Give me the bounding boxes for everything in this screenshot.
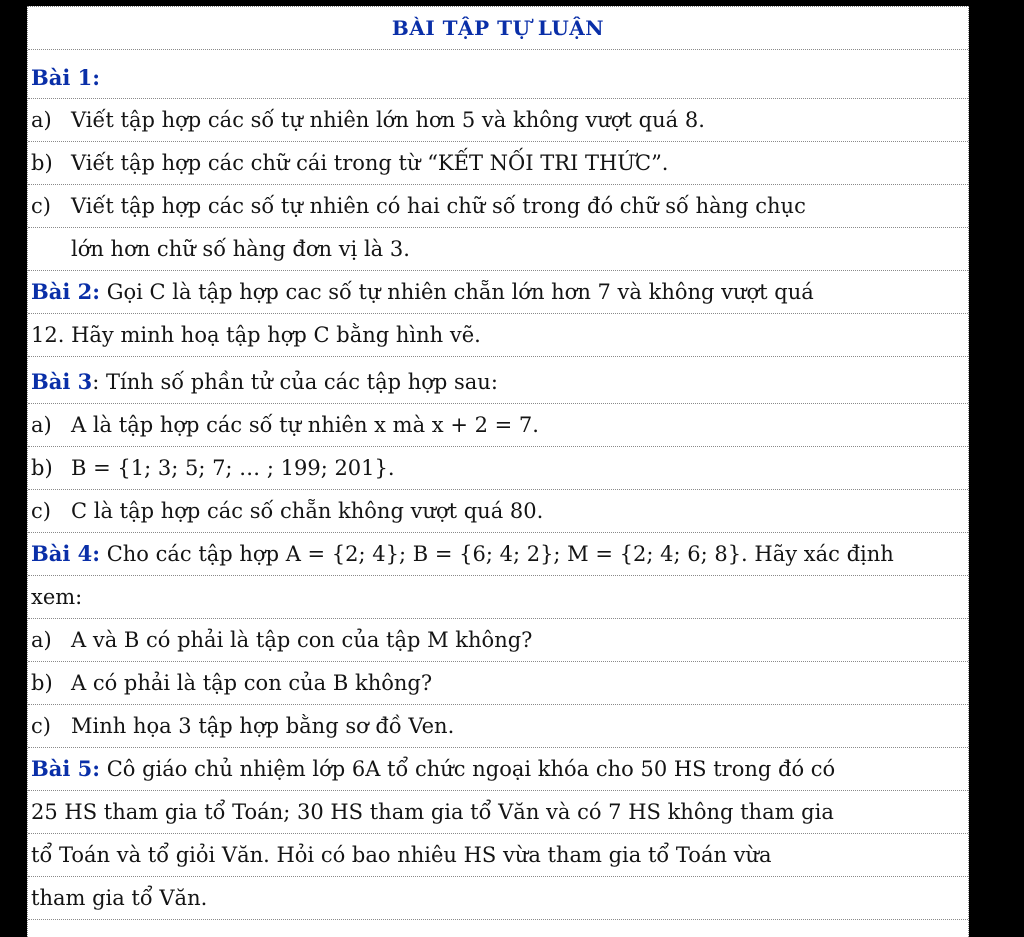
exercise-1c-text: Viết tập hợp các số tự nhiên có hai chữ số trong đó chữ số hàng chục bbox=[71, 193, 806, 218]
exercise-1a bbox=[28, 99, 968, 142]
document-title bbox=[28, 7, 968, 50]
document-page bbox=[27, 6, 969, 937]
exercise-2-text-1: Gọi C là tập hợp cac số tự nhiên chẵn lớn hơn 7 và không vượt quá bbox=[106, 280, 814, 304]
item-mark: c) bbox=[31, 498, 51, 523]
exercise-4b bbox=[28, 662, 968, 705]
exercise-1c bbox=[28, 185, 968, 228]
exercise-2-label: Bài 2: bbox=[31, 279, 101, 304]
exercise-4-label: Bài 4: bbox=[31, 541, 101, 566]
item-mark: b) bbox=[31, 670, 53, 695]
item-mark: c) bbox=[31, 713, 51, 738]
exercise-4c-text: Minh họa 3 tập hợp bằng sơ đồ Ven. bbox=[71, 713, 455, 738]
exercise-3c-text: C là tập hợp các số chẵn không vượt quá 80. bbox=[71, 498, 544, 523]
exercise-1a-text: Viết tập hợp các số tự nhiên lớn hơn 5 và không vượt quá 8. bbox=[71, 107, 705, 132]
exercise-5-line-1 bbox=[28, 748, 968, 791]
item-mark: b) bbox=[31, 150, 53, 175]
exercise-3a bbox=[28, 404, 968, 447]
exercise-1-heading bbox=[28, 56, 968, 99]
exercise-2-line-1 bbox=[28, 271, 968, 314]
exercise-4c bbox=[28, 705, 968, 748]
exercise-1c-text-2: lớn hơn chữ số hàng đơn vị là 3. bbox=[71, 236, 410, 261]
exercise-5-text-1: Cô giáo chủ nhiệm lớp 6A tổ chức ngoại khóa cho 50 HS trong đó có bbox=[106, 757, 836, 781]
exercise-5-line-3 bbox=[28, 834, 968, 877]
exercise-4-line-2 bbox=[28, 576, 968, 619]
exercise-4a bbox=[28, 619, 968, 662]
exercise-5-line-2 bbox=[28, 791, 968, 834]
item-mark: b) bbox=[31, 455, 53, 480]
item-mark: a) bbox=[31, 627, 52, 652]
exercise-3c bbox=[28, 490, 968, 533]
exercise-4-text-1: Cho các tập hợp A = {2; 4}; B = {6; 4; 2}; M = {2; 4; 6; 8}. Hãy xác định bbox=[106, 542, 894, 566]
exercise-4b-text: A có phải là tập con của B không? bbox=[71, 670, 433, 695]
exercise-4-line-1 bbox=[28, 533, 968, 576]
exercise-4-text-2: xem: bbox=[31, 584, 83, 609]
exercise-2-text-2: 12. Hãy minh hoạ tập hợp C bằng hình vẽ. bbox=[31, 322, 481, 347]
exercise-1b-text: Viết tập hợp các chữ cái trong từ “KẾT NỐI TRI THỨC”. bbox=[71, 150, 669, 175]
title-text: BÀI TẬP TỰ LUẬN bbox=[391, 16, 605, 40]
exercise-4a-text: A và B có phải là tập con của tập M không? bbox=[71, 627, 533, 652]
exercise-2-line-2 bbox=[28, 314, 968, 357]
exercise-3b-text: B = {1; 3; 5; 7; … ; 199; 201}. bbox=[71, 455, 395, 480]
exercise-1b bbox=[28, 142, 968, 185]
item-mark: c) bbox=[31, 193, 51, 218]
exercise-1-label: Bài 1: bbox=[31, 64, 101, 90]
item-mark: a) bbox=[31, 107, 52, 132]
exercise-3b bbox=[28, 447, 968, 490]
exercise-5-text-2: 25 HS tham gia tổ Toán; 30 HS tham gia tổ Văn và có 7 HS không tham gia bbox=[31, 799, 834, 824]
exercise-3-label: Bài 3 bbox=[31, 369, 93, 394]
exercise-5-line-4 bbox=[28, 877, 968, 920]
item-mark: a) bbox=[31, 412, 52, 437]
exercise-5-text-4: tham gia tổ Văn. bbox=[31, 885, 208, 910]
exercise-3-heading bbox=[28, 361, 968, 404]
exercise-3a-text: A là tập hợp các số tự nhiên x mà x + 2 = 7. bbox=[71, 412, 539, 437]
exercise-5-label: Bài 5: bbox=[31, 756, 101, 781]
exercise-5-text-3: tổ Toán và tổ giỏi Văn. Hỏi có bao nhiêu HS vừa tham gia tổ Toán vừa bbox=[31, 842, 772, 867]
exercise-1c-continued bbox=[28, 228, 968, 271]
exercise-3-text: : Tính số phần tử của các tập hợp sau: bbox=[92, 370, 498, 394]
